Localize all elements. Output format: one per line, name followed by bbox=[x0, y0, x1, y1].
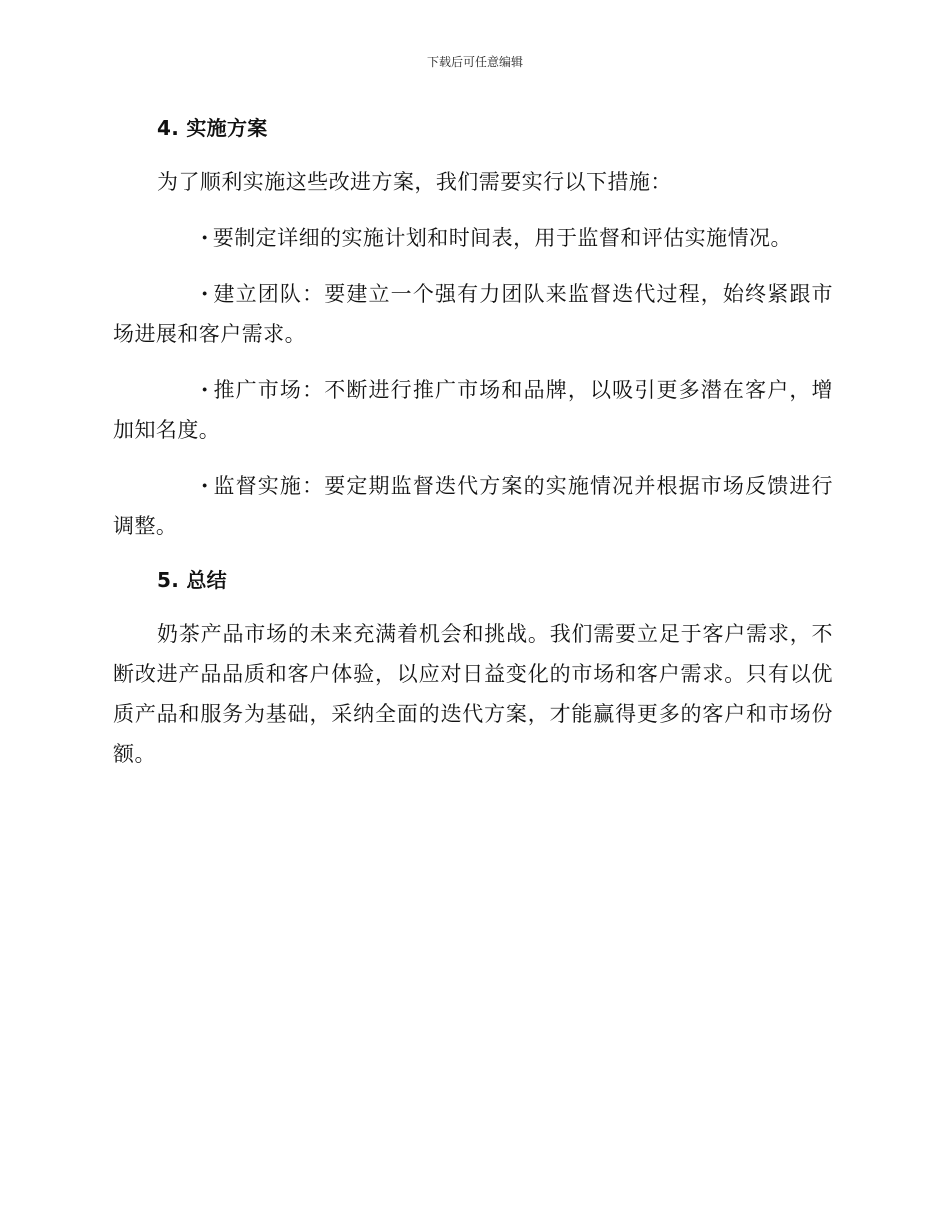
document-content bbox=[113, 110, 833, 774]
section-4-intro: 为了顺利实施这些改进方案，我们需要实行以下措施： bbox=[157, 170, 672, 194]
section-4-heading: 4. 实施方案 bbox=[157, 116, 268, 140]
bullet-marker: · bbox=[201, 225, 209, 250]
header-note: 下载后可任意编辑 bbox=[426, 55, 523, 69]
bullet-marker: · bbox=[201, 281, 209, 306]
bullet-item-1 bbox=[113, 218, 833, 258]
bullet-marker: · bbox=[201, 377, 209, 402]
bullet-item-text: 建立团队：要建立一个强有力团队来监督迭代过程，始终紧跟市场进展和客户需求。 bbox=[113, 282, 833, 346]
bullet-item-text: 监督实施：要定期监督迭代方案的实施情况并根据市场反馈进行调整。 bbox=[113, 474, 833, 538]
section-5-body: 奶茶产品市场的未来充满着机会和挑战。我们需要立足于客户需求，不断改进产品品质和客户体验，以应对日益变化的市场和客户需求。只有以优质产品和服务为基础，采纳全面的迭代方案，才能赢得更多的客户和市场份额。 bbox=[113, 622, 833, 766]
bullet-item-3 bbox=[113, 370, 833, 450]
bullet-marker: · bbox=[201, 473, 209, 498]
bullet-item-text: 推广市场：不断进行推广市场和品牌，以吸引更多潜在客户，增加知名度。 bbox=[113, 378, 833, 442]
bullet-item-4 bbox=[113, 466, 833, 546]
bullet-item-2 bbox=[113, 274, 833, 354]
section-5-heading: 5. 总结 bbox=[157, 568, 227, 592]
bullet-item-text: 要制定详细的实施计划和时间表，用于监督和评估实施情况。 bbox=[212, 226, 792, 250]
